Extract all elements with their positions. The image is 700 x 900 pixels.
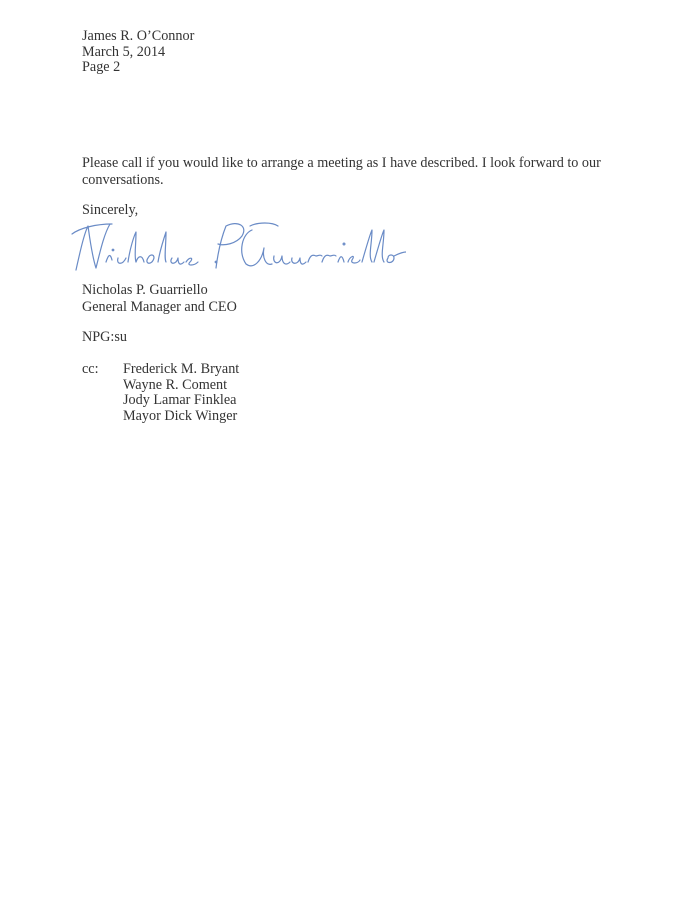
page-number: Page 2 bbox=[82, 59, 121, 76]
letter-date: March 5, 2014 bbox=[82, 43, 166, 60]
signature-icon bbox=[66, 212, 406, 276]
cc-list bbox=[123, 362, 239, 424]
body-paragraph bbox=[82, 155, 642, 188]
closing: Sincerely, bbox=[82, 202, 139, 218]
cc-recipient: Wayne R. Coment bbox=[123, 376, 228, 393]
cc-label: cc: bbox=[82, 361, 99, 377]
body-line-2: conversations. bbox=[82, 171, 164, 188]
signer-name: Nicholas P. Guarriello bbox=[82, 282, 208, 298]
recipient-name: James R. O’Connor bbox=[82, 28, 195, 44]
cc-recipient: Jody Lamar Finklea bbox=[123, 392, 237, 409]
signer-title: General Manager and CEO bbox=[82, 298, 237, 315]
cc-recipient: Mayor Dick Winger bbox=[123, 407, 238, 424]
body-line-1: Please call if you would like to arrange a meeting as I have described. I look forward to our bbox=[82, 155, 601, 171]
signature-image bbox=[66, 212, 406, 276]
typist-initials: NPG:su bbox=[82, 329, 127, 345]
signer-block bbox=[82, 282, 237, 315]
cc-recipient: Frederick M. Bryant bbox=[123, 361, 240, 377]
letter-header bbox=[82, 29, 194, 76]
